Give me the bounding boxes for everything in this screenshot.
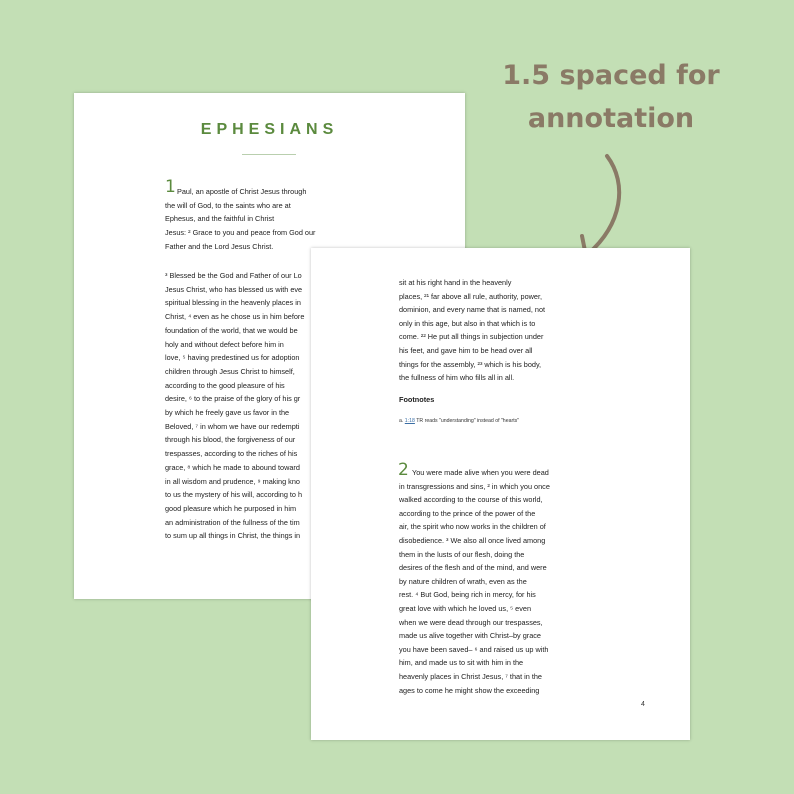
footnote-label: a.	[399, 418, 404, 424]
text-line: ages to come he might show the exceeding	[399, 685, 540, 695]
footnotes-heading: Footnotes	[399, 395, 435, 404]
text-line: by which he freely gave us favor in the	[165, 408, 290, 417]
right-page	[311, 248, 690, 740]
text-line: rest. ⁴ But God, being rich in mercy, for his	[399, 590, 536, 600]
text-line: only in this age, but also in that which is to	[399, 318, 536, 328]
text-line: come. ²² He put all things in subjection under	[399, 332, 544, 342]
headline-line-2: annotation	[527, 103, 695, 134]
text-line: foundation of the world, that we would be	[165, 325, 298, 335]
text-line: trespasses, according to the riches of his	[165, 449, 298, 459]
text-line: disobedience. ³ We also all once lived among	[399, 536, 546, 545]
text-line: him, and made us to sit with him in the	[399, 658, 524, 668]
text-line: made us alive together with Christ–by grace	[399, 631, 541, 641]
text-line: according to the good pleasure of his	[165, 380, 285, 390]
text-line: the fullness of him who fills all in all.	[399, 373, 515, 383]
text-line: walked according to the course of this world,	[399, 495, 543, 505]
footnote-text: TR reads "understanding" instead of "hearts"	[416, 418, 520, 424]
chapter-number: 2	[398, 460, 409, 480]
book-title: EPHESIANS	[200, 121, 339, 138]
footnote	[399, 418, 519, 424]
text-line: the will of God, to the saints who are at	[165, 200, 291, 210]
text-line: an administration of the fullness of the tim	[165, 517, 300, 527]
text-line: spiritual blessing in the heavenly places in	[165, 298, 301, 308]
text-line: in all wisdom and prudence, ⁹ making kno	[165, 476, 300, 486]
text-line: according to the prince of the power of the	[399, 508, 536, 518]
text-line: children through Jesus Christ to himself,	[165, 366, 295, 376]
headline-line-1: 1.5 spaced for	[502, 60, 720, 91]
text-line: Ephesus, and the faithful in Christ	[165, 214, 275, 224]
text-line: Jesus Christ, who has blessed us with eve	[165, 284, 303, 294]
text-line: to sum up all things in Christ, the things in	[165, 531, 301, 541]
footnote-ref-link[interactable]: 1:18	[404, 418, 415, 424]
text-line: heavenly places in Christ Jesus, ⁷ that in the	[399, 672, 542, 681]
text-line: things for the assembly, ²³ which is his body,	[399, 359, 542, 369]
text-line: Beloved, ⁷ in whom we have our redempti	[165, 421, 300, 431]
text-line: by nature children of wrath, even as the	[399, 576, 527, 586]
chapter-number: 1	[165, 177, 176, 197]
text-line: Jesus: ² Grace to you and peace from God our	[165, 228, 316, 238]
text-line: Christ, ⁴ even as he chose us in him before	[165, 312, 305, 322]
text-line: his feet, and gave him to be head over all	[399, 346, 533, 355]
text-line: when we were dead through our trespasses,	[399, 617, 543, 627]
text-line: places, ²¹ far above all rule, authority, power,	[399, 291, 543, 301]
text-line: holy and without defect before him in	[165, 339, 284, 349]
text-line: you have been saved– ⁶ and raised us up with	[399, 644, 549, 654]
text-line: through his blood, the forgiveness of our	[165, 435, 296, 445]
text-line: Father and the Lord Jesus Christ.	[165, 241, 274, 251]
text-line: grace, ⁸ which he made to abound toward	[165, 462, 300, 472]
text-line: in transgressions and sins, ² in which you once	[399, 481, 550, 491]
text-line: desire, ⁶ to the praise of the glory of his gr	[165, 394, 301, 404]
text-line: love, ⁵ having predestined us for adoption	[165, 353, 300, 363]
text-line: good pleasure which he purposed in him	[165, 503, 297, 513]
text-line: You were made alive when you were dead	[412, 468, 549, 477]
text-line: great love with which he loved us, ⁵ even	[399, 604, 532, 613]
text-line: air, the spirit who now works in the children of	[399, 522, 546, 532]
text-line: dominion, and every name that is named, not	[399, 305, 546, 315]
text-line: sit at his right hand in the heavenly	[399, 278, 512, 287]
page-number: 4	[641, 701, 645, 708]
text-line: Paul, an apostle of Christ Jesus through	[177, 187, 307, 196]
text-line: desires of the flesh and of the mind, and were	[399, 563, 547, 573]
text-line: them in the lusts of our flesh, doing the	[399, 549, 525, 559]
text-line: to us the mystery of his will, according to h	[165, 490, 303, 500]
headline	[486, 54, 736, 140]
title-divider	[242, 154, 296, 155]
text-line: ³ Blessed be the God and Father of our Lo	[165, 271, 302, 280]
